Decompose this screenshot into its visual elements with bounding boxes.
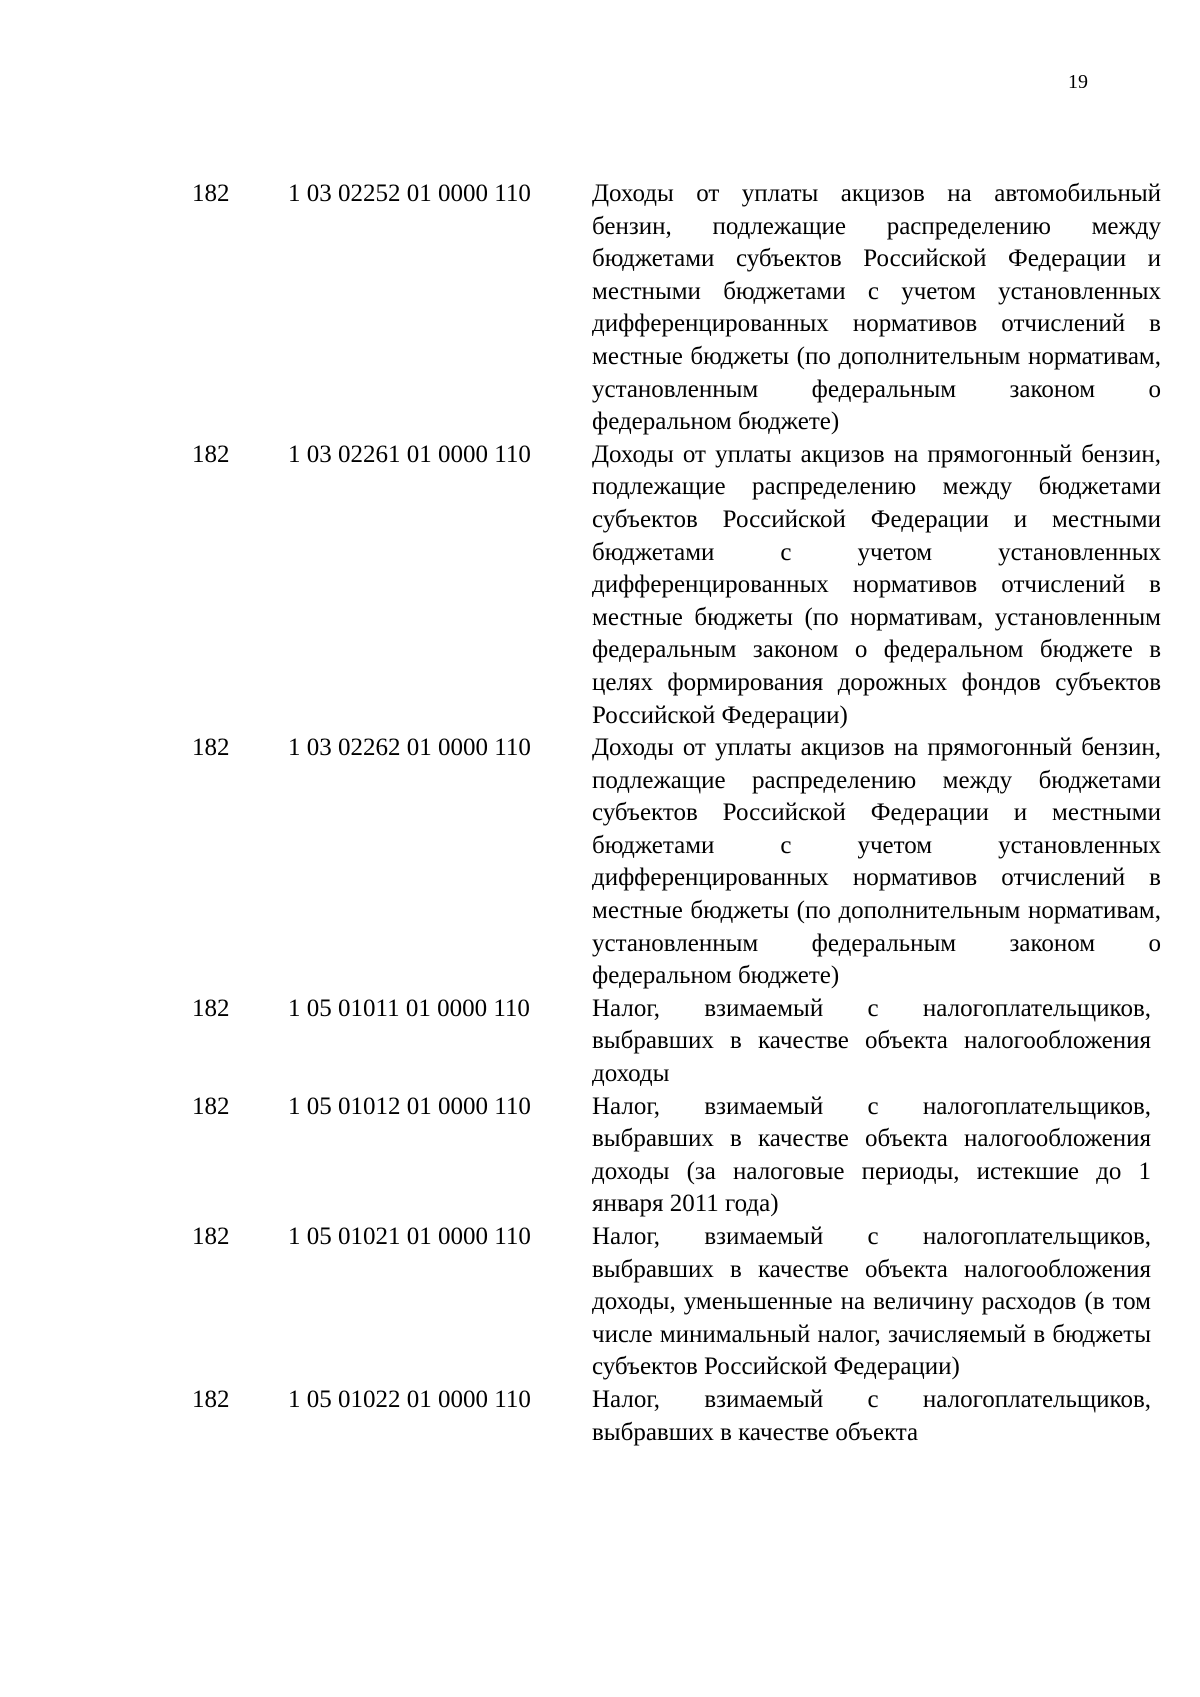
budget-classification-code: 1 05 01012 01 0000 110 bbox=[288, 1092, 531, 1120]
budget-classification-code: 1 05 01022 01 0000 110 bbox=[288, 1385, 531, 1413]
admin-code: 182 bbox=[192, 734, 230, 762]
budget-classification-code: 1 03 02262 01 0000 110 bbox=[288, 734, 531, 762]
table-row bbox=[0, 178, 1200, 439]
table-row bbox=[0, 1091, 1200, 1221]
page-number: 19 bbox=[1068, 71, 1088, 93]
admin-code: 182 bbox=[192, 1223, 230, 1250]
table-row bbox=[0, 1221, 1200, 1384]
admin-code: 182 bbox=[192, 1092, 230, 1120]
revenue-description: Налог, взимаемый с налогоплательщиков, выбравших в качестве объекта налогообложения доходы, уменьшенные на величину расходов (в том числе минимальный налог, зачисляемый в бюджеты субъектов Российской Федерации) bbox=[592, 1223, 1151, 1381]
revenue-description: Налог, взимаемый с налогоплательщиков, выбравших в качестве объекта bbox=[592, 1385, 1151, 1446]
admin-code: 182 bbox=[192, 180, 230, 207]
budget-classification-code: 1 03 02252 01 0000 110 bbox=[288, 180, 531, 207]
budget-classification-code: 1 05 01021 01 0000 110 bbox=[288, 1223, 531, 1250]
budget-classification-code: 1 03 02261 01 0000 110 bbox=[288, 440, 531, 468]
revenue-description: Доходы от уплаты акцизов на прямогонный бензин, подлежащие распределению между бюджетами субъектов Российской Федерации и местными бюджетами с учетом установленных дифференцированных нормативов отчислений в местные бюджеты (по дополнительным нормативам, установленным федеральным законом о федеральном бюджете) bbox=[592, 734, 1161, 990]
revenue-description: Доходы от уплаты акцизов на прямогонный бензин, подлежащие распределению между бюджетами субъектов Российской Федерации и местными бюджетами с учетом установленных дифференцированных нормативов отчислений в местные бюджеты (по нормативам, установленным федеральным законом о федеральном бюджете в целях формирования дорожных фондов субъектов Российской Федерации) bbox=[592, 440, 1161, 729]
admin-code: 182 bbox=[192, 994, 230, 1022]
table-row bbox=[0, 993, 1200, 1091]
table-row bbox=[0, 439, 1200, 732]
table-row bbox=[0, 1384, 1200, 1449]
revenue-code-table bbox=[0, 178, 1200, 1449]
revenue-description: Налог, взимаемый с налогоплательщиков, выбравших в качестве объекта налогообложения доходы bbox=[592, 994, 1151, 1088]
admin-code: 182 bbox=[192, 1385, 230, 1413]
table-row bbox=[0, 732, 1200, 993]
budget-classification-code: 1 05 01011 01 0000 110 bbox=[288, 994, 530, 1022]
admin-code: 182 bbox=[192, 440, 230, 468]
revenue-description: Доходы от уплаты акцизов на автомобильный бензин, подлежащие распределению между бюджетами субъектов Российской Федерации и местными бюджетами с учетом установленных дифференцированных нормативов отчислений в местные бюджеты (по дополнительным нормативам, установленным федеральным законом о федеральном бюджете) bbox=[592, 180, 1161, 436]
revenue-description: Налог, взимаемый с налогоплательщиков, выбравших в качестве объекта налогообложения доходы (за налоговые периоды, истекшие до 1 января 2011 года) bbox=[592, 1092, 1151, 1218]
